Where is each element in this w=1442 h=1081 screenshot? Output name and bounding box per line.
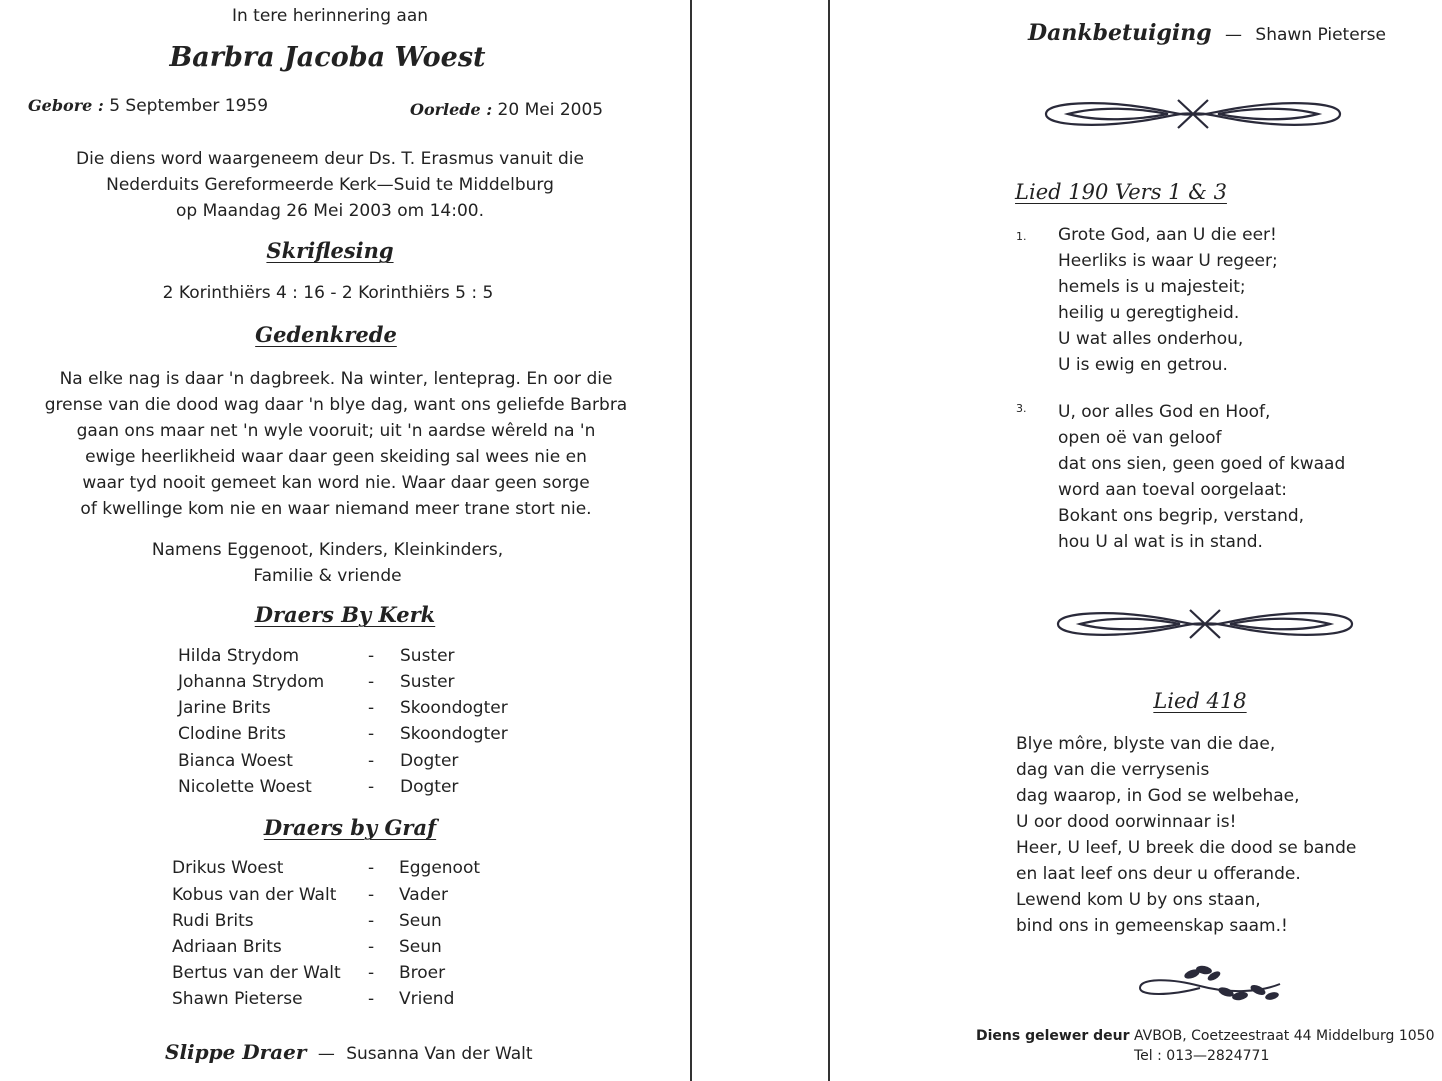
footer-label: Diens gelewer deur (976, 1028, 1130, 1044)
verse-line: U, oor alles God en Hoof, (1058, 402, 1271, 422)
lied-418-text (1016, 731, 1356, 939)
died-date: 20 Mei 2005 (497, 100, 604, 120)
verse-1 (1058, 222, 1278, 378)
verse-line: Blye môre, blyste van die dae, (1016, 734, 1276, 754)
slippe-dash: — (317, 1044, 335, 1064)
intro-text: In tere herinnering aan (231, 6, 429, 26)
bearer-relation: Suster (400, 646, 455, 666)
died-line (410, 100, 603, 120)
lied-190-heading: Lied 190 Vers 1 & 3 (1015, 180, 1227, 204)
namens-line: Familie & vriende (253, 566, 402, 586)
born-label: Gebore : (28, 96, 104, 115)
gedenkrede-heading: Gedenkrede (255, 322, 397, 347)
bearer-name: Nicolette Woest (178, 777, 312, 797)
gedenkrede-line: grense van die dood wag daar 'n blye dag, want ons geliefde Barbra (44, 395, 628, 415)
slippe-label: Slippe Draer (165, 1040, 307, 1064)
bearer-name: Drikus Woest (172, 858, 284, 878)
gedenkrede-line: ewige heerlikheid waar daar geen skeiding sal wees nie en (85, 447, 587, 467)
slippe-draer-line (165, 1040, 533, 1064)
verse-line: Heer, U leef, U breek die dood se bande (1016, 838, 1357, 858)
separator: - (368, 858, 375, 878)
verse-line: U is ewig en getrou. (1058, 355, 1228, 375)
separator: - (368, 698, 375, 718)
service-line: op Maandag 26 Mei 2003 om 14:00. (176, 201, 484, 221)
verse-line: Bokant ons begrip, verstand, (1058, 506, 1305, 526)
bearer-name: Shawn Pieterse (172, 989, 303, 1009)
separator: - (368, 937, 375, 957)
verse-line: en laat leef ons deur u offerande. (1016, 864, 1301, 884)
separator: - (368, 963, 375, 983)
separator: - (368, 885, 375, 905)
left-panel (0, 0, 690, 1081)
separator: - (368, 989, 375, 1009)
bearer-relation: Vriend (399, 989, 455, 1009)
gedenkrede-line: of kwellinge kom nie en waar niemand meer trane stort nie. (80, 499, 592, 519)
flourish-ornament-icon (1050, 604, 1360, 644)
separator: - (368, 751, 375, 771)
bearer-name: Bertus van der Walt (172, 963, 341, 983)
verse-line: dag waarop, in God se welbehae, (1016, 786, 1300, 806)
born-date: 5 September 1959 (109, 96, 269, 116)
verse-line: Heerliks is waar U regeer; (1058, 251, 1278, 271)
draers-kerk-heading: Draers By Kerk (254, 602, 436, 627)
gedenkrede-line: gaan ons maar net 'n wyle vooruit; uit 'n aardse wêreld na 'n (76, 421, 596, 441)
deceased-name: Barbra Jacoba Woest (169, 42, 486, 73)
verse-line: Lewend kom U by ons staan, (1016, 890, 1261, 910)
page-fold-left (690, 0, 692, 1081)
skriflesing-text: 2 Korinthiërs 4 : 16 - 2 Korinthiërs 5 : 5 (162, 283, 494, 303)
bearer-relation: Seun (399, 911, 442, 931)
service-info (0, 146, 660, 224)
separator: - (368, 646, 375, 666)
separator: - (368, 672, 375, 692)
born-line (28, 96, 268, 116)
bearer-relation: Dogter (400, 777, 459, 797)
separator: - (368, 724, 375, 744)
footer-line (976, 1028, 1435, 1044)
died-label: Oorlede : (410, 100, 493, 119)
namens-text (0, 537, 655, 589)
skriflesing-heading: Skriflesing (266, 238, 394, 263)
dankbetuiging-dash: — (1225, 25, 1242, 45)
service-line: Nederduits Gereformeerde Kerk—Suid te Middelburg (106, 175, 554, 195)
bearer-name: Johanna Strydom (178, 672, 325, 692)
bearer-name: Bianca Woest (178, 751, 293, 771)
service-line: Die diens word waargeneem deur Ds. T. Erasmus vanuit die (76, 149, 584, 169)
bearer-name: Hilda Strydom (178, 646, 300, 666)
verse-line: dag van die verrysenis (1016, 760, 1210, 780)
bearer-name: Jarine Brits (178, 698, 271, 718)
bearer-relation: Dogter (400, 751, 459, 771)
verse-line: bind ons in gemeenskap saam.! (1016, 916, 1288, 936)
verse-line: open oë van geloof (1058, 428, 1222, 448)
dankbetuiging-name: Shawn Pieterse (1255, 25, 1386, 45)
bearer-relation: Eggenoot (399, 858, 481, 878)
right-panel (830, 0, 1442, 1081)
bearer-relation: Suster (400, 672, 455, 692)
slippe-name: Susanna Van der Walt (346, 1044, 533, 1064)
bearer-relation: Skoondogter (400, 724, 508, 744)
dankbetuiging-label: Dankbetuiging (1028, 20, 1212, 46)
bearer-name: Clodine Brits (178, 724, 287, 744)
verse-line: U wat alles onderhou, (1058, 329, 1244, 349)
namens-line: Namens Eggenoot, Kinders, Kleinkinders, (151, 540, 504, 560)
verse-line: dat ons sien, geen goed of kwaad (1058, 454, 1346, 474)
verse-line: hemels is u majesteit; (1058, 277, 1246, 297)
verse-number: 1. (1016, 230, 1027, 243)
footer-tel: Tel : 013—2824771 (1134, 1048, 1270, 1064)
gedenkrede-text (18, 366, 654, 522)
verse-line: word aan toeval oorgelaat: (1058, 480, 1288, 500)
bearer-relation: Skoondogter (400, 698, 508, 718)
flourish-ornament-icon (1038, 94, 1348, 134)
bearer-name: Rudi Brits (172, 911, 254, 931)
verse-line: U oor dood oorwinnaar is! (1016, 812, 1237, 832)
dankbetuiging-line (1028, 20, 1386, 46)
footer-text: AVBOB, Coetzeestraat 44 Middelburg 1050 (1133, 1028, 1435, 1044)
lied-418-heading: Lied 418 (1153, 689, 1247, 713)
bearer-name: Adriaan Brits (172, 937, 282, 957)
separator: - (368, 777, 375, 797)
leaf-scroll-ornament-icon (1130, 962, 1290, 1006)
verse-3 (1058, 399, 1345, 555)
verse-line: hou U al wat is in stand. (1058, 532, 1263, 552)
verse-number: 3. (1016, 402, 1027, 415)
separator: - (368, 911, 375, 931)
bearer-relation: Seun (399, 937, 442, 957)
verse-line: Grote God, aan U die eer! (1058, 225, 1277, 245)
gedenkrede-line: waar tyd nooit gemeet kan word nie. Waar daar geen sorge (82, 473, 590, 493)
draers-graf-heading: Draers by Graf (263, 815, 437, 840)
gedenkrede-line: Na elke nag is daar 'n dagbreek. Na winter, lenteprag. En oor die (59, 369, 613, 389)
bearer-relation: Vader (399, 885, 448, 905)
bearer-name: Kobus van der Walt (172, 885, 337, 905)
verse-line: heilig u geregtigheid. (1058, 303, 1240, 323)
bearer-relation: Broer (399, 963, 446, 983)
